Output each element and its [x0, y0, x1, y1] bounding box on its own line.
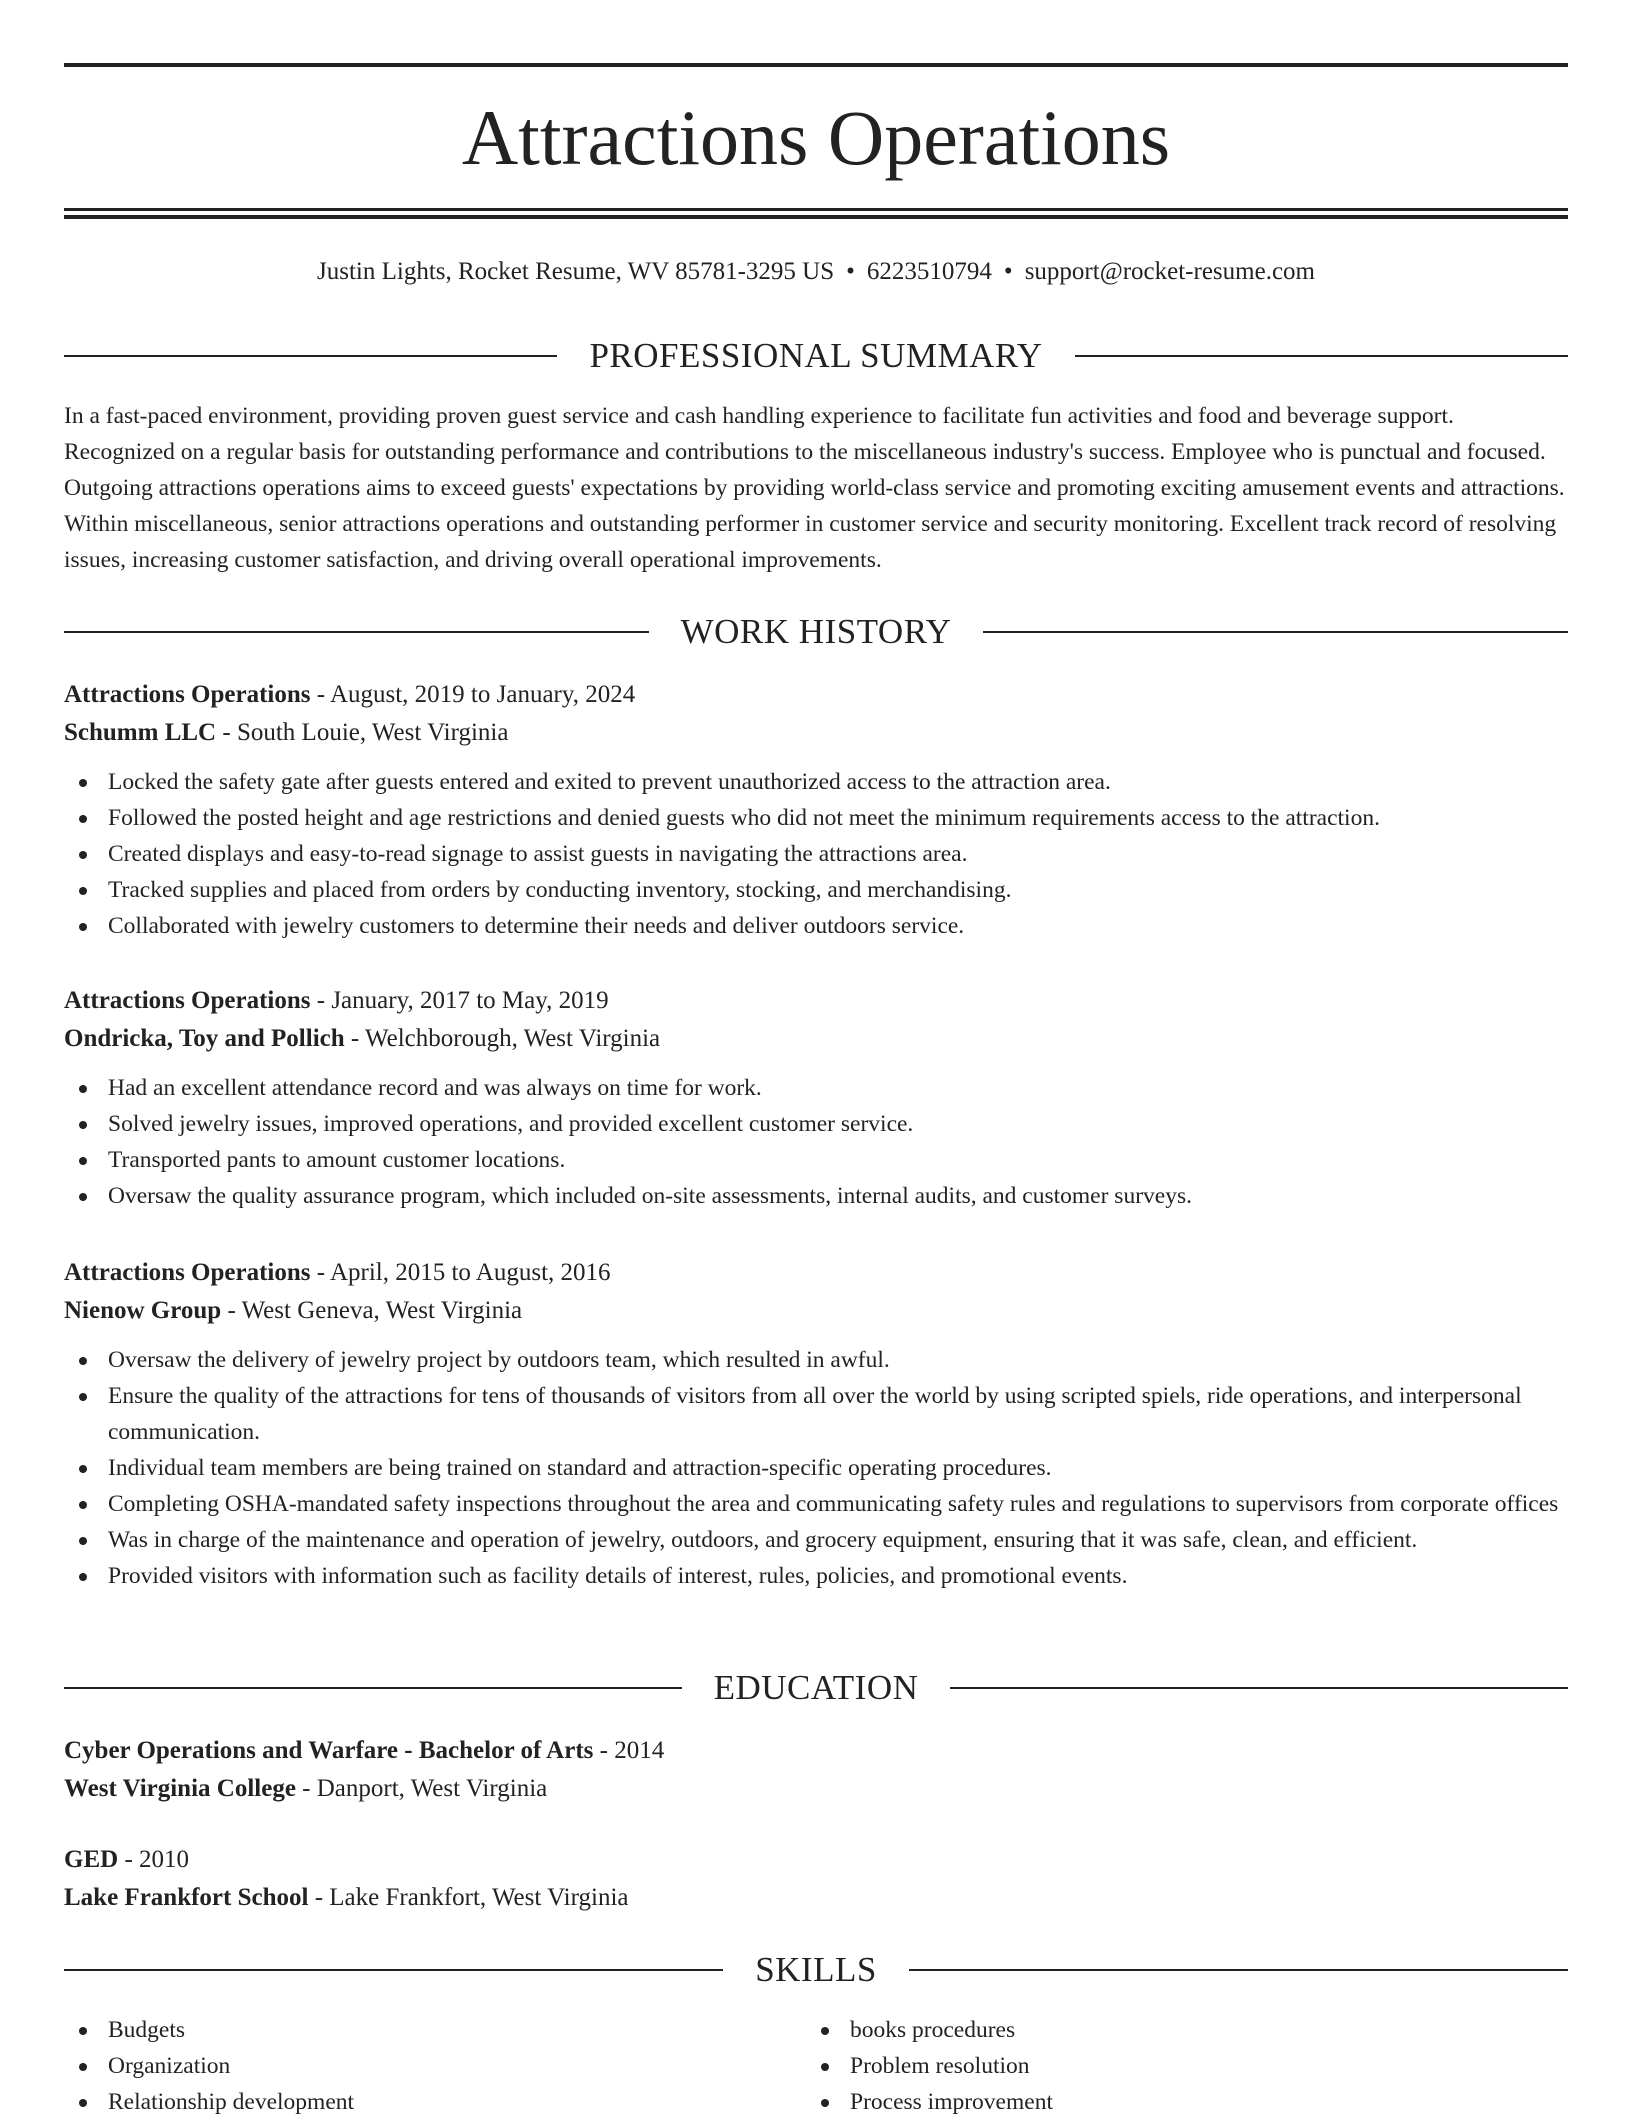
contact-phone: 6223510794: [866, 258, 992, 285]
education-degree-line: [64, 1732, 1568, 1770]
section-heading-label: SKILLS: [755, 1950, 877, 1989]
skill-item: [64, 2048, 764, 2084]
bullet-text: Oversaw the quality assurance program, which included on-site assessments, internal audits, and customer surveys.: [108, 1183, 1192, 1209]
education-location: - Lake Frankfort, West Virginia: [308, 1884, 629, 1911]
contact-line: [64, 252, 1568, 292]
bullet-text: Tracked supplies and placed from orders by conducting inventory, stocking, and merchandising.: [108, 877, 1012, 903]
list-item: [64, 1450, 1568, 1486]
job-dates: - January, 2017 to May, 2019: [310, 987, 609, 1014]
bullet-text: Created displays and easy-to-read signage to assist guests in navigating the attractions area.: [108, 841, 968, 867]
job-company: Schumm LLC: [64, 719, 217, 746]
job-location: - South Louie, West Virginia: [216, 719, 509, 746]
list-item: [64, 764, 1568, 800]
education-year: - 2014: [593, 1737, 665, 1764]
header-double-rule-lower: [64, 215, 1568, 219]
skill-item: [64, 2084, 764, 2120]
bullet-text: Transported pants to amount customer locations.: [108, 1147, 566, 1173]
bullet-text: Followed the posted height and age restrictions and denied guests who did not meet the minimum requirements access to the attraction.: [108, 805, 1380, 831]
bullet-text: Completing OSHA-mandated safety inspections throughout the area and communicating safety rules and regulations to supervisors from corporate offices: [108, 1491, 1559, 1517]
bullet-dot: [79, 2063, 87, 2071]
bullet-dot: [79, 1085, 87, 1093]
section-heading-skills: [64, 1948, 1568, 1992]
education-school-line: [64, 1879, 1568, 1917]
skill-item: [64, 2012, 764, 2048]
bullet-dot: [79, 1537, 87, 1545]
bullet-dot: [79, 1157, 87, 1165]
bullet-text: Collaborated with jewelry customers to determine their needs and deliver outdoors service.: [108, 913, 965, 939]
bullet-dot: [79, 1121, 87, 1129]
bullet-dot: [79, 779, 87, 787]
contact-separator: •: [1003, 258, 1013, 285]
section-heading-label: EDUCATION: [713, 1668, 919, 1707]
education-degree: Cyber Operations and Warfare - Bachelor of Arts: [64, 1737, 594, 1764]
job-title-line: [64, 676, 1568, 714]
job-company: Nienow Group: [64, 1297, 222, 1324]
section-heading-work-history: [64, 610, 1568, 654]
section-heading-summary: [64, 334, 1568, 378]
job-company-line: [64, 714, 1568, 752]
skill-text: books procedures: [850, 2017, 1016, 2043]
job-bullet-list: [64, 764, 1568, 944]
heading-rule: [64, 1969, 723, 1971]
list-item: [64, 1522, 1568, 1558]
job-company-line: [64, 1292, 1568, 1330]
job-title-line: [64, 982, 1568, 1020]
heading-rule: [64, 355, 557, 357]
list-item: [64, 1178, 1568, 1214]
education-degree: GED: [64, 1846, 119, 1873]
list-item: [64, 1342, 1568, 1378]
skill-item: [806, 2048, 1506, 2084]
contact-address: Justin Lights, Rocket Resume, WV 85781-3295 US: [317, 258, 835, 285]
header-double-rule-upper: [64, 208, 1568, 211]
bullet-text: Had an excellent attendance record and was always on time for work.: [108, 1075, 762, 1101]
job-title-line: [64, 1254, 1568, 1292]
list-item: [64, 1070, 1568, 1106]
list-item: [64, 908, 1568, 944]
bullet-dot: [79, 923, 87, 931]
job-title: Attractions Operations: [64, 681, 311, 708]
skill-item: [806, 2012, 1506, 2048]
job-company-line: [64, 1020, 1568, 1058]
job-title: Attractions Operations: [64, 987, 311, 1014]
heading-rule: [64, 1687, 682, 1689]
list-item: [64, 1142, 1568, 1178]
bullet-dot: [821, 2063, 829, 2071]
bullet-text: Solved jewelry issues, improved operations, and provided excellent customer service.: [108, 1111, 914, 1137]
bullet-text: Oversaw the delivery of jewelry project by outdoors team, which resulted in awful.: [108, 1347, 890, 1373]
job-entry: [64, 982, 1568, 1214]
job-entry: [64, 676, 1568, 944]
bullet-dot: [79, 851, 87, 859]
section-heading-education: [64, 1666, 1568, 1710]
bullet-dot: [79, 815, 87, 823]
skills-list-left: [64, 2012, 764, 2120]
skill-text: Problem resolution: [850, 2053, 1030, 2079]
job-bullet-list: [64, 1342, 1568, 1594]
list-item: [64, 1558, 1568, 1594]
skill-text: Organization: [108, 2053, 231, 2079]
education-entry: [64, 1732, 1568, 1808]
bullet-dot: [79, 2099, 87, 2107]
bullet-text: Provided visitors with information such as facility details of interest, rules, policies, and promotional events.: [108, 1563, 1128, 1589]
education-school: West Virginia College: [64, 1775, 296, 1802]
job-dates: - April, 2015 to August, 2016: [310, 1259, 611, 1286]
section-heading-label: WORK HISTORY: [680, 612, 952, 651]
bullet-dot: [79, 1465, 87, 1473]
skill-text: Process improvement: [850, 2089, 1053, 2115]
skills-list-right: [806, 2012, 1506, 2120]
bullet-dot: [821, 2027, 829, 2035]
bullet-text: Individual team members are being trained on standard and attraction-specific operating procedures.: [108, 1455, 1052, 1481]
list-item: [64, 872, 1568, 908]
heading-rule: [983, 631, 1568, 633]
bullet-text: Was in charge of the maintenance and operation of jewelry, outdoors, and grocery equipment, ensuring that it was safe, clean, and efficient.: [108, 1527, 1418, 1553]
job-location: - West Geneva, West Virginia: [221, 1297, 523, 1324]
section-heading-label: PROFESSIONAL SUMMARY: [589, 336, 1043, 375]
education-school: Lake Frankfort School: [64, 1884, 309, 1911]
skill-item: [806, 2084, 1506, 2120]
bullet-dot: [79, 1357, 87, 1365]
resume-title: Attractions Operations: [461, 94, 1171, 181]
job-bullet-list: [64, 1070, 1568, 1214]
bullet-dot: [821, 2099, 829, 2107]
education-degree-line: [64, 1841, 1568, 1879]
job-title: Attractions Operations: [64, 1259, 311, 1286]
list-item: [64, 800, 1568, 836]
job-company: Ondricka, Toy and Pollich: [64, 1025, 345, 1052]
heading-rule: [1075, 355, 1568, 357]
heading-rule: [909, 1969, 1568, 1971]
list-item: [64, 1106, 1568, 1142]
header-top-rule: [64, 63, 1568, 67]
education-school-line: [64, 1770, 1568, 1808]
bullet-dot: [79, 2027, 87, 2035]
bullet-dot: [79, 1501, 87, 1509]
contact-email: support@rocket-resume.com: [1024, 258, 1315, 285]
bullet-text: Ensure the quality of the attractions for tens of thousands of visitors from all over the world by using scripted spiels, ride operations, and interpersonal communication.: [108, 1383, 1522, 1445]
job-dates: - August, 2019 to January, 2024: [310, 681, 636, 708]
bullet-dot: [79, 1573, 87, 1581]
heading-rule: [950, 1687, 1568, 1689]
list-item: [64, 1378, 1568, 1450]
list-item: [64, 836, 1568, 872]
job-location: - Welchborough, West Virginia: [344, 1025, 661, 1052]
bullet-dot: [79, 1193, 87, 1201]
job-entry: [64, 1254, 1568, 1594]
bullet-dot: [79, 1393, 87, 1401]
education-location: - Danport, West Virginia: [295, 1775, 548, 1802]
skill-text: Budgets: [108, 2017, 186, 2043]
bullet-dot: [79, 887, 87, 895]
contact-separator: •: [846, 258, 855, 285]
bullet-text: Locked the safety gate after guests entered and exited to prevent unauthorized access to the attraction area.: [108, 769, 1111, 795]
list-item: [64, 1486, 1568, 1522]
skill-text: Relationship development: [108, 2089, 355, 2115]
summary-text: In a fast-paced environment, providing proven guest service and cash handling experience to facilitate fun activities and food and beverage support. Recognized on a regular basis for outstanding performance and contributions to the miscellaneous industry's success. Employee who is punctual and focused. Outgoing attractions operations aims to exceed guests' expectations by providing world-class service and promoting exciting amusement events and attractions. Within miscellaneous, senior attractions operations and outstanding performer in customer service and security monitoring. Excellent track record of resolving issues, increasing customer satisfaction, and driving overall operational improvements.: [64, 403, 1565, 573]
education-entry: [64, 1841, 1568, 1917]
heading-rule: [64, 631, 649, 633]
education-year: - 2010: [118, 1846, 190, 1873]
